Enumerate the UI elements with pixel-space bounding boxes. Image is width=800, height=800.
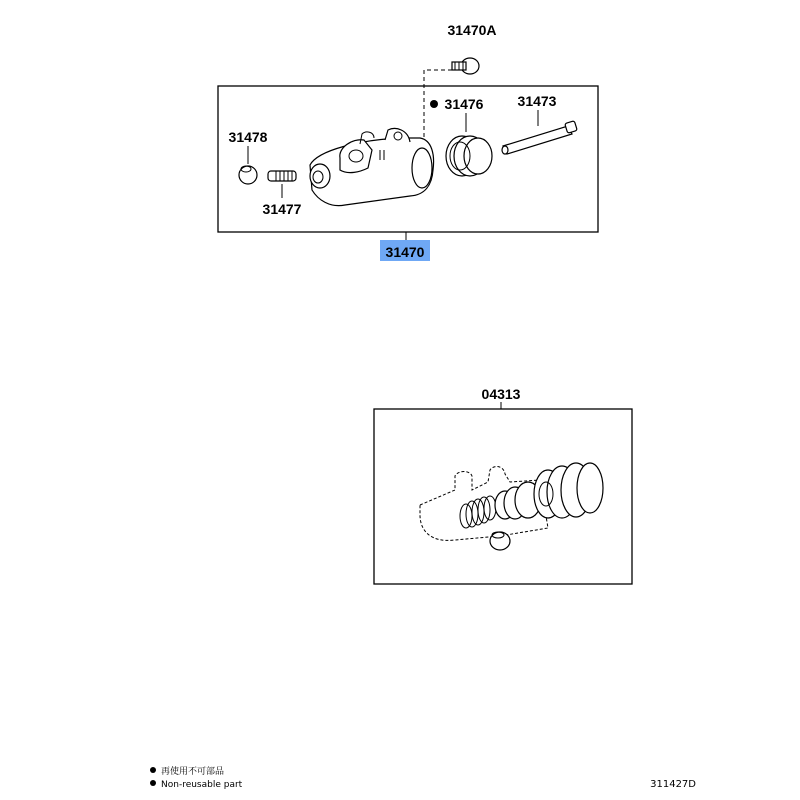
figure-code: 311427D [650,779,696,790]
release-cylinder-body [310,129,434,206]
legend-bullet-jp [150,767,156,773]
legend-bullet-en [150,780,156,786]
label-04313[interactable]: 04313 [481,386,521,402]
label-31470[interactable]: 31470 [385,244,425,260]
non-reusable-bullet [430,100,438,108]
union-bolt-part [452,58,479,74]
label-31473[interactable]: 31473 [517,93,557,109]
label-31477[interactable]: 31477 [262,201,302,217]
bleeder-plug-part [268,171,296,181]
legend-jp: 再使用不可部品 [161,767,225,777]
push-rod-part [502,121,577,154]
label-31478[interactable]: 31478 [228,129,268,145]
label-31470A[interactable]: 31470A [447,22,497,38]
cylinder-boot-part [446,136,492,176]
bleeder-cap-part [239,166,257,184]
kit-cap-part [490,532,510,550]
legend-en: Non-reusable part [161,780,243,790]
label-31476[interactable]: 31476 [444,96,484,112]
spring-part [460,496,496,528]
kit-boot-part [534,463,603,518]
